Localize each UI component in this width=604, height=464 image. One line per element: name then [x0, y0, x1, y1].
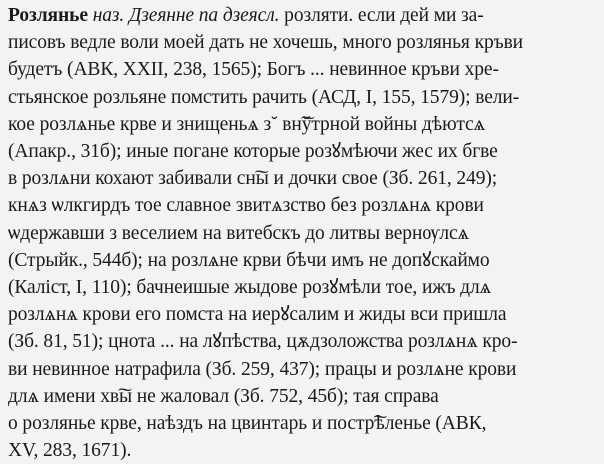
headword: Розлянье	[8, 5, 88, 26]
entry-line: розлѧнѧ крови его помста на иерꙋсалим и жиды вси пришла	[8, 304, 507, 326]
entry-line: писовъ ведле воли моей дать не хочешь, много розлянья кръви	[8, 32, 524, 54]
entry-line: длѧ имени хв͠ы не жаловал (Зб. 752, 45б); тая справа	[8, 385, 439, 407]
entry-line: XV, 283, 1671).	[8, 440, 132, 462]
entry-line: кое розлѧнье крве и знищеньѧ з˘ вн͠ўтрной войны дѣютсѧ	[8, 113, 485, 135]
entry-line: (Стрыйк., 544б); на розлѧне крви бѣчи имъ не допꙋскаймо	[8, 249, 490, 271]
entry-line: ви невинное натрафила (Зб. 259, 437); працы и розлѧне крови	[8, 358, 517, 380]
dictionary-entry	[8, 2, 600, 464]
entry-line: (Апакр., 31б); иные погане которые розꙋмѣючи жес их бгве	[8, 141, 498, 163]
entry-text: розляти. если дей ми за-	[284, 5, 484, 26]
entry-line: (Каліст, I, 110); бачнеишые жыдове розꙋмѣли тое, ижъ длѧ	[8, 277, 492, 299]
entry-line: кнѧз ѡлкгирдъ тое славное звитѧзство без розлѧнѧ крови	[8, 195, 484, 217]
entry-line: ѡдержавши з веселием на витебскъ до литвы вернѹлсѧ	[8, 222, 469, 244]
grammar-note: наз. Дзеянне па дзеясл.	[92, 5, 280, 26]
entry-line: в розлѧни кохают забивали сн͠ы и дочки свое (Зб. 261, 249);	[8, 168, 498, 190]
entry-line: будетъ (АВК, XXII, 238, 1565); Богъ ... невинное кръви хре-	[8, 59, 499, 81]
entry-line: о розлянье крве, наѣздъ на цвинтарь и постр͠ѣленье (АВК,	[8, 413, 487, 435]
entry-line-1	[8, 2, 600, 29]
entry-line: стьянское розльяне помстить рачить (АСД, I, 155, 1579); вели-	[8, 86, 520, 108]
entry-line: (Зб. 81, 51); цнота ... на лꙋпѣства, цѫдзоложства розлѧнѧ кро-	[8, 331, 518, 353]
